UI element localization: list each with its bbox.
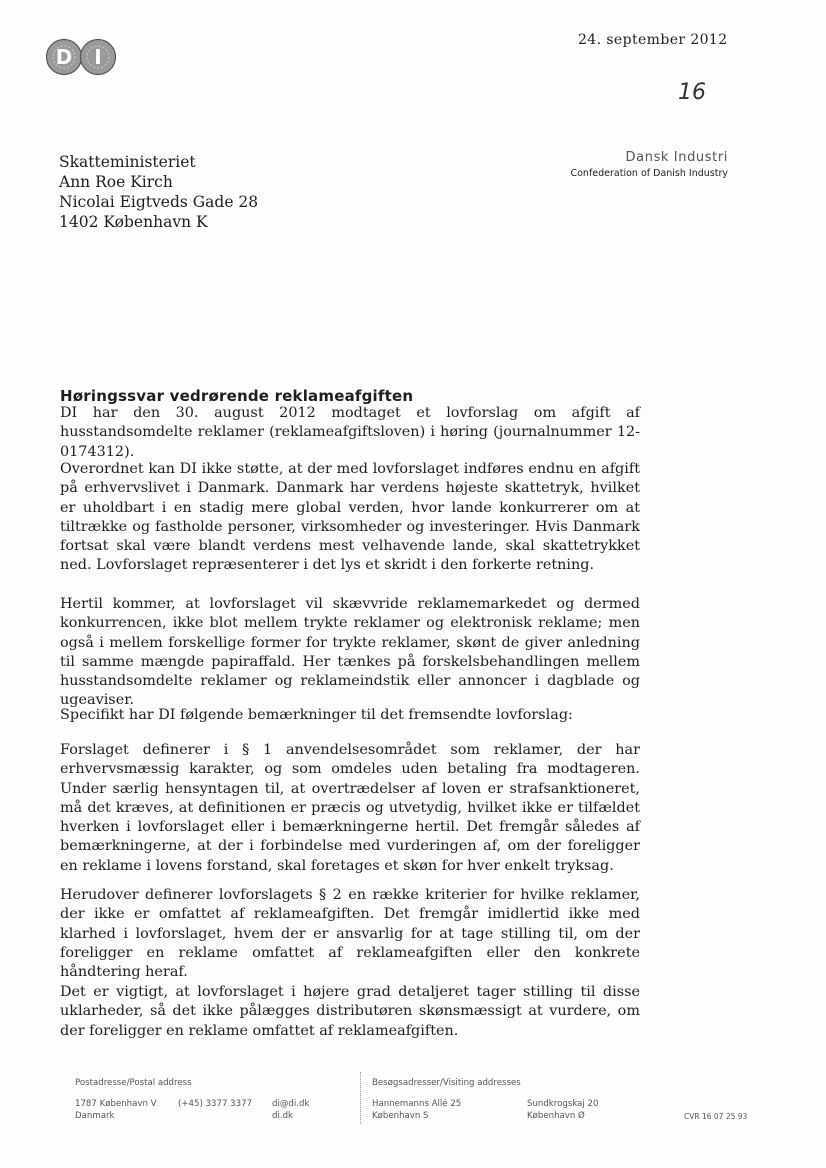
footer-visit-address-1 bbox=[372, 1098, 461, 1122]
recipient-line: Skatteministeriet bbox=[59, 153, 196, 171]
recipient-line: 1402 København K bbox=[59, 213, 208, 231]
paragraph: Forslaget definerer i § 1 anvendelsesområdet som reklamer, der har erhvervsmæssig karakter, og som omdeles uden betaling fra modtageren. Under særlig hensyntagen til, at overtrædelser af loven er strafsanktioneret, må det kræves, at definitionen er præcis og utvetydig, hvilket ikke er tilfældet hverken i lovforslaget eller i bemærkningerne hertil. Det fremgår således af bemærkningerne, at der i forbindelse med vurderingen af, om der foreligger en reklame i lovens forstand, skal foretages et skøn for hver enkelt tryksag. bbox=[60, 742, 640, 874]
paragraph: Specifikt har DI følgende bemærkninger til det fremsendte lovforslag: bbox=[60, 707, 573, 723]
sender-block bbox=[570, 150, 728, 182]
footer-visit1-street: Hannemanns Allé 25 bbox=[372, 1099, 462, 1109]
recipient-address bbox=[59, 152, 258, 232]
svg-text:I: I bbox=[94, 45, 102, 69]
svg-text:D: D bbox=[55, 45, 73, 69]
footer-phone: (+45) 3377 3377 bbox=[178, 1099, 253, 1109]
paragraph: Hertil kommer, at lovforslaget vil skævvride reklamemarkedet og dermed konkurrencen, ikke blot mellem trykte reklamer og elektronisk reklame; men også i mellem forskellige former for trykte reklamer, skønt de giver anledning til samme mængde papiraffald. Her tænkes på forskelsbehandlingen mellem husstandsomdelte reklamer og reklameindstik eller annoncer i dagblade og ugeaviser. bbox=[60, 596, 640, 709]
footer-postal-city: 1787 København V bbox=[75, 1099, 157, 1109]
footer-postal-country: Danmark bbox=[75, 1111, 115, 1121]
letter-subject: Høringssvar vedrørende reklameafgiften bbox=[60, 387, 414, 405]
paragraph: Det er vigtigt, at lovforslaget i højere grad detaljeret tager stilling til disse uklarheder, så det ikke pålægges distributøren skønsmæssigt at vurdere, om der foreligger en reklame omfattet af reklameafgiften. bbox=[60, 984, 640, 1039]
footer-postal-label: Postadresse/Postal address bbox=[75, 1078, 192, 1088]
handwritten-number: 16 bbox=[678, 80, 706, 105]
footer-visit-address-2 bbox=[527, 1098, 598, 1122]
di-logo bbox=[45, 38, 117, 76]
footer-visit2-street: Sundkrogskaj 20 bbox=[527, 1099, 599, 1109]
sender-name: Dansk Industri bbox=[625, 150, 728, 165]
footer-postal-address bbox=[75, 1098, 157, 1122]
footer-cvr: CVR 16 07 25 93 bbox=[684, 1112, 748, 1121]
footer-visit1-city: København S bbox=[372, 1111, 429, 1121]
footer-divider bbox=[360, 1072, 361, 1124]
footer-web: di.dk bbox=[272, 1111, 294, 1121]
footer-email: di@di.dk bbox=[272, 1099, 310, 1109]
recipient-line: Nicolai Eigtveds Gade 28 bbox=[59, 193, 259, 211]
footer-visiting-label: Besøgsadresser/Visiting addresses bbox=[372, 1078, 521, 1088]
footer-visit2-city: København Ø bbox=[527, 1111, 585, 1121]
sender-tagline: Confederation of Danish Industry bbox=[570, 168, 728, 179]
letter-date: 24. september 2012 bbox=[578, 32, 728, 48]
footer-contact bbox=[272, 1098, 309, 1122]
recipient-line: Ann Roe Kirch bbox=[59, 173, 173, 191]
paragraph: DI har den 30. august 2012 modtaget et lovforslag om afgift af husstandsomdelte reklamer (reklameafgiftsloven) i høring (journalnummer 12-0174312). bbox=[60, 405, 640, 460]
paragraph: Herudover definerer lovforslagets § 2 en række kriterier for hvilke reklamer, der ikke er omfattet af reklameafgiften. Det fremgår imidlertid ikke med klarhed i lovforslaget, hvem der er ansvarlig for at tage stilling til, om der foreligger en reklame omfattet af reklameafgiften eller den konkrete håndtering heraf. bbox=[60, 887, 640, 981]
paragraph: Overordnet kan DI ikke støtte, at der med lovforslaget indføres endnu en afgift på erhvervslivet i Danmark. Danmark har verdens højeste skattetryk, hvilket er uholdbart i en stadig mere global verden, hvor lande konkurrerer om at tiltrække og fastholde personer, virksomheder og investeringer. Hvis Danmark fortsat skal være blandt verdens mest velhavende lande, skal skattetrykket ned. Lovforslaget repræsenterer i det lys et skridt i den forkerte retning. bbox=[60, 461, 640, 574]
